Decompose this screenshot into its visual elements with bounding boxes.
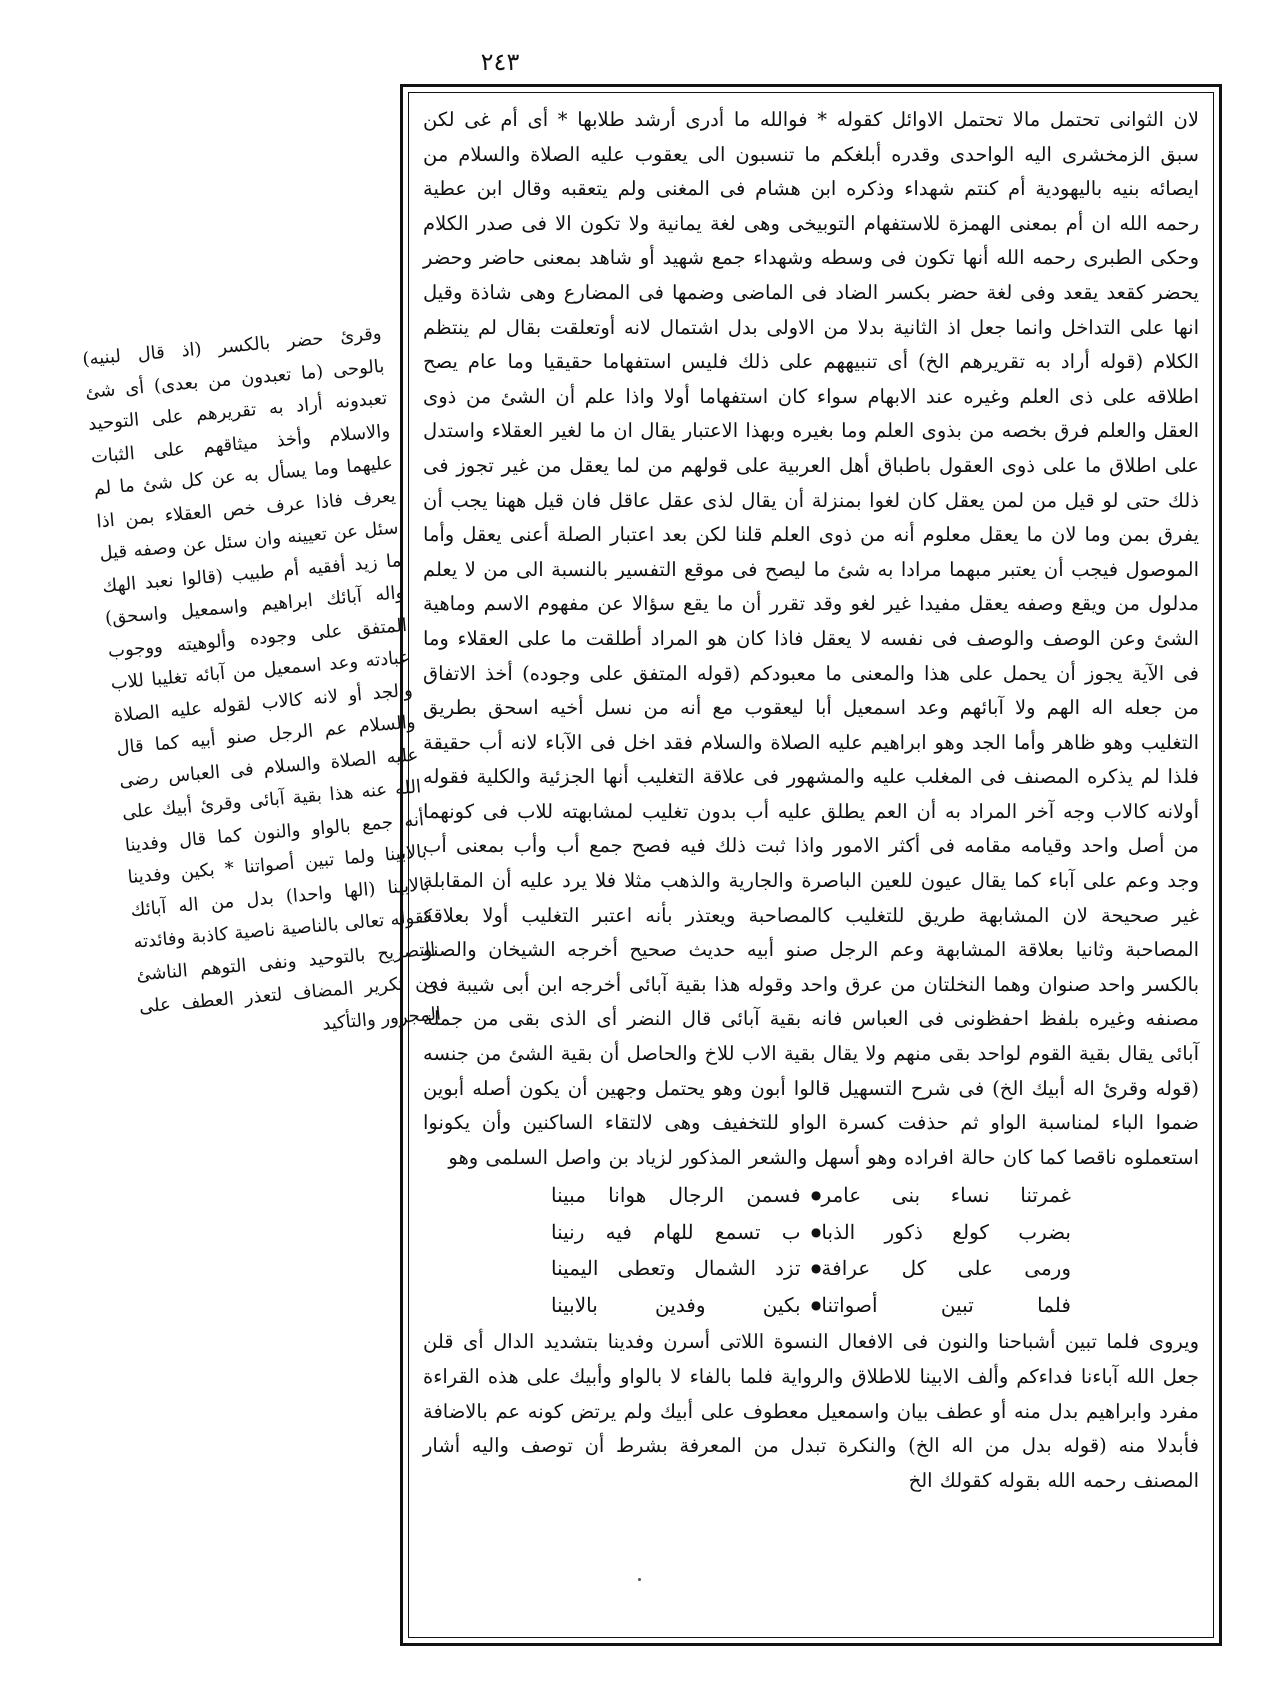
verse-first-hemistich: ورمى على كل عرافة	[821, 1256, 1071, 1281]
verse-separator-icon: ●	[810, 1261, 822, 1276]
text-frame	[408, 92, 1214, 1638]
commentary-paragraph-closing: ويروى فلما تبين أشباحنا والنون فى الافعال النسوة اللاتى أسرن وفدينا بتشديد الدال أى قلن جعل الله آباءنا فداءكم وألف الابينا للاطلاق والرواية فلما بالفاء لا بالواو وأبيك على هذه القراءة مفرد وابراهيم بدل منه أو عطف بيان واسمعيل معطوف على أبيك ولم يرتض كونه عم بالاضافة فأبدلا منه (قوله بدل من اله الخ) والنكرة تبدل من المعرفة بشرط أن توصف واليه أشار المصنف رحمه الله بقوله كقولك الخ	[423, 1330, 1199, 1492]
verse-second-hemistich: فسمن الرجال هوانا مبينا	[551, 1183, 801, 1208]
poem-verse	[551, 1250, 1071, 1287]
poem-verse	[551, 1177, 1071, 1214]
verse-first-hemistich: غمرتنا نساء بنى عامر	[821, 1183, 1071, 1208]
verse-first-hemistich: فلما تبين أصواتنا	[821, 1292, 1071, 1317]
margin-note: وقرئ حضر بالكسر (اذ قال لبنيه) بالوحى (ما تعبدون من بعدى) أى شئ تعبدونه أراد به تقريرهم على التوحيد والاسلام وأخذ ميثاقهم على الثبات عليهما وما يسأل به عن كل شئ ما لم يعرف فاذا عرف خص العقلاء بمن اذا سئل عن تعيينه وان سئل عن وصفه قيل ما زيد أفقيه أم طبيب (قالوا نعبد الهك واله آبائك ابراهيم واسمعيل واسحق) المتفق على وجوده وألوهيته ووجوب عبادته وعد اسمعيل من آبائه تغليبا للاب والجد أو لانه كالاب لقوله عليه الصلاة والسلام عم الرجل صنو أبيه كما قال عليه الصلاة والسلام فى العباس رضى الله عنه هذا بقية آبائى وقرئ أبيك على أنه جمع بالواو والنون كما قال وفدينا بالابينا ولما تبين أصواتنا * بكين وفدينا بالابينا (الها واحدا) بدل من اله آبائك كقوله تعالى بالناصية ناصية كاذبة وفائدته التصريح بالتوحيد ونفى التوهم الناشئ من تكرير المضاف لتعذر العطف على المجرور والتأكيد	[81, 322, 442, 1035]
poem-verse	[551, 1287, 1071, 1324]
verse-separator-icon: ●	[810, 1297, 822, 1312]
main-commentary	[423, 103, 1199, 1498]
verse-second-hemistich: تزد الشمال وتعطى اليمينا	[551, 1256, 801, 1281]
verse-separator-icon: ●	[810, 1188, 822, 1203]
verse-separator-icon: ●	[810, 1224, 822, 1239]
verse-second-hemistich: ب تسمع للهام فيه رنينا	[551, 1219, 801, 1244]
verse-first-hemistich: بضرب كولع ذكور الذبا	[821, 1219, 1071, 1244]
poem-verse	[551, 1214, 1071, 1251]
commentary-paragraph: لان الثوانى تحتمل مالا تحتمل الاوائل كقوله * فوالله ما أدرى أرشد طلابها * أى أم غى لكن سبق الزمخشرى اليه الواحدى وقدره أبلغكم ما تنسبون الى يعقوب عليه الصلاة والسلام من ايصائه بنيه باليهودية أم كنتم شهداء وذكره ابن هشام فى المغنى ولم يتعقبه وقال ابن عطية رحمه الله ان أم بمعنى الهمزة للاستفهام التوبيخى وهى لغة يمانية ولا تكون الا فى صدر الكلام وحكى الطبرى رحمه الله أنها تكون فى وسطه وشهداء جمع شهيد أو شاهد بمعنى حاضر وحضر يحضر كقعد يقعد وفى لغة حضر بكسر الضاد فى الماضى وضمها فى المضارع وهى شاذة وقيل انها على التداخل وانما جعل اذ الثانية بدلا من الاولى بدل اشتمال لانه أوتعلقت بقال لم ينتظم الكلام (قوله أراد به تقريرهم الخ) أى تنبيههم على ذلك فليس استفهاما حقيقيا وما عام يصح اطلاقه على ذى العلم وغيره عند الابهام سواء كان استفهاما أولا واذا علم أن الشئ من ذوى العقل والعلم فرق بخصه من بذوى العلم وما بغيره وبهذا الاعتبار يقال ان ما لغير العقلاء واستدل على اطلاق ما على ذوى العقول باطباق أهل العربية على قولهم من لما يعقل من غير تجوز فى ذلك حتى لو قيل من لمن يعقل كان لغوا بمنزلة أن يقال لذى عقل عاقل فان قيل ههنا يجب أن يفرق بمن وما لان ما يعقل معلوم أنه من ذوى العلم قلنا لكن بعد اعتبار الصلة أعنى يعقل وأما الموصول فيجب أن يعتبر مبهما مرادا به شئ ما ليصح فى موقع التفسير بالنسبة الى من لا يعلم مدلول من ويقع وصفه يعقل مفيدا غير لغو وقد تقرر أن ما يقع سؤالا عن مفهوم الاسم وماهية الشئ وعن الوصف والوصف فى نفسه لا يعقل فاذا كان هو المراد أطلقت ما على العقلاء وما فى الآية يجوز أن يحمل على هذا والمعنى ما معبودكم (قوله المتفق على وجوده) أخذ الاتفاق من جعله اله الهم ولا آبائهم وعد اسمعيل أبا ليعقوب مع أنه من نسل أخيه اسحق بطريق التغليب وهو ظاهر وأما الجد وهو ابراهيم عليه الصلاة والسلام فقد اخل فى الآباء لانه أب حقيقة فلذا لم يذكره المصنف فى المغلب عليه والمشهور فى علاقة التغليب أنها الجزئية والكلية فقوله أولانه كالاب وجه آخر المراد به أن العم يطلق عليه أب بدون تغليب لمشابهته للاب فى كونهما من أصل واحد وقيامه مقامه فى أكثر الامور واذا ثبت ذلك فيه فصح جمع أب وأب بمعنى أب وجد وعم على آباء كما يقال عيون للعين الباصرة والجارية والذهب مثلا فلا يرد عليه أن المقابلة غير صحيحة لان المشابهة طريق للتغليب كالمصاحبة ويعتذر بأنه اعتبر التغليب أولا بعلاقة المصاحبة وثانيا بعلاقة المشابهة وعم الرجل صنو أبيه حديث صحيح أخرجه الشيخان والصنو بالكسر واحد صنوان وهما النخلتان من عرق واحد وقوله هذا بقية آبائى أخرجه ابن أبى شيبة فى مصنفه وغيره بلفظ احفظونى فى العباس فانه بقية آبائى قال النضر أى الذى بقى من جملة آبائى يقال بقية القوم لواحد بقى منهم ولا يقال بقية الاب للاخ والحاصل أن بقية الشئ من جنسه (قوله وقرئ اله أبيك الخ) فى شرح التسهيل قالوا أبون وهو يحتمل وجهين أن يكون أصله أبوين ضموا الباء لمناسبة الواو ثم حذفت كسرة الواو للتخفيف وهى لالتقاء الساكنين وأن يكونوا استعملوه ناقصا كما كان حالة افراده وهو أسهل والشعر المذكور لزياد بن واصل السلمى وهو	[423, 108, 1199, 1169]
ink-speck	[638, 1578, 641, 1581]
poem	[551, 1177, 1071, 1323]
page-number: ٢٤٣	[480, 48, 520, 76]
verse-second-hemistich: بكين وفدين بالابينا	[551, 1292, 801, 1317]
